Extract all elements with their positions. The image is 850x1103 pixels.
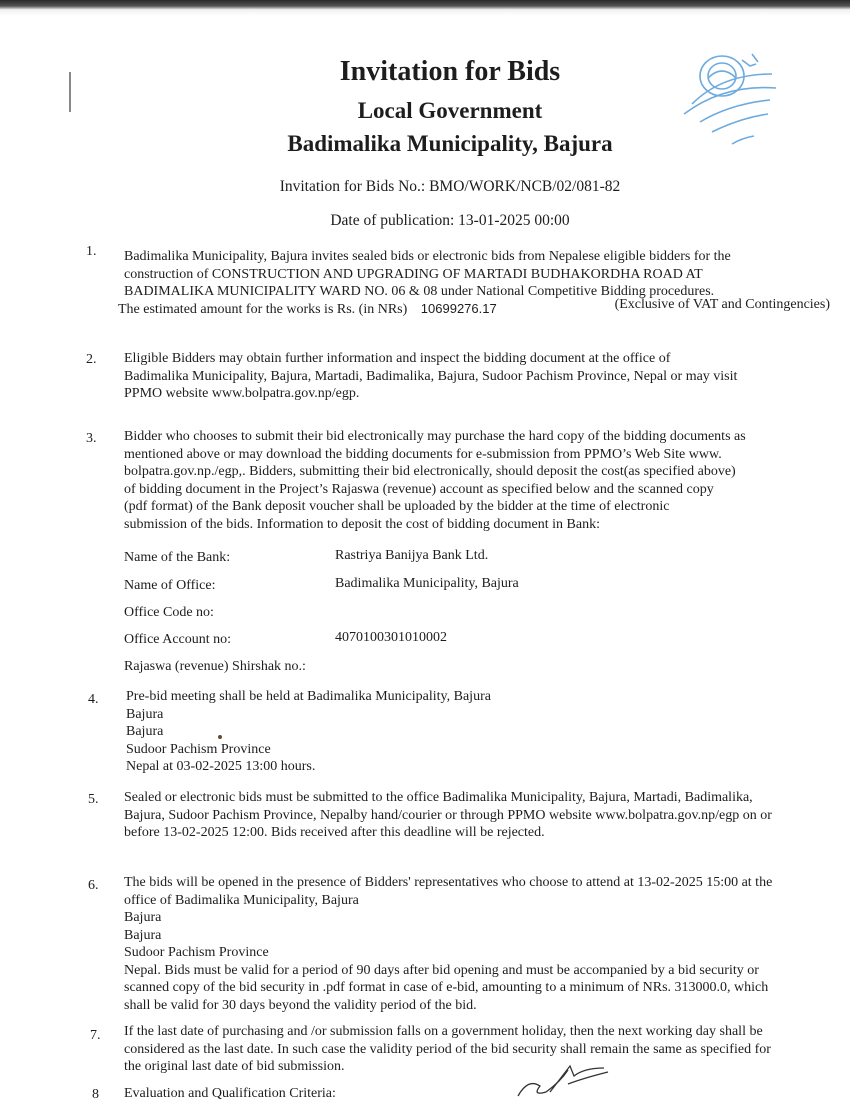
item-line: the original last date of bid submission. xyxy=(124,1059,345,1074)
account-number: 4070100301010002 xyxy=(335,630,447,645)
rajaswa-label: Rajaswa (revenue) Shirshak no.: xyxy=(124,659,306,674)
item-2-text xyxy=(124,350,737,403)
item-line: office of Badimalika Municipality, Bajura xyxy=(124,892,359,908)
estimated-amount-label: The estimated amount for the works is Rs. (in NRs) xyxy=(118,302,408,317)
estimated-amount-line xyxy=(118,297,830,319)
item-line: submission of the bids. Information to deposit the cost of bidding document in Bank: xyxy=(124,516,600,532)
office-name-label: Name of Office: xyxy=(124,578,216,593)
item-line: Sudoor Pachism Province xyxy=(124,945,269,960)
scan-speck xyxy=(217,734,223,740)
item-line: The bids will be opened in the presence of Bidders' representatives who choose to attend at 13-02-2025 15:00 at the xyxy=(124,875,773,890)
item-3-text xyxy=(124,428,746,533)
item-5-text xyxy=(124,789,772,842)
item-line: before 13-02-2025 12:00. Bids received after this deadline will be rejected. xyxy=(124,825,545,840)
ifb-number: Invitation for Bids No.: BMO/WORK/NCB/02/081-82 xyxy=(279,178,621,195)
item-line: Nepal. Bids must be valid for a period of 90 days after bid opening and must be accompanied by a bid security or xyxy=(124,962,759,978)
scan-edge xyxy=(0,0,850,10)
item-number: 5. xyxy=(88,792,99,807)
item-4-text xyxy=(126,688,491,776)
item-line: BADIMALIKA MUNICIPALITY WARD NO. 06 & 08 under National Competitive Bidding procedures. xyxy=(124,284,715,299)
page-subtitle-municipality: Badimalika Municipality, Bajura xyxy=(287,131,613,156)
item-line: Bajura xyxy=(126,706,164,722)
item-line: bolpatra.gov.np./egp,. Bidders, submitting their bid electronically, should deposit the cost(as specified above) xyxy=(124,464,736,479)
office-code-label: Office Code no: xyxy=(124,605,214,620)
item-1-text xyxy=(124,248,731,301)
office-name: Badimalika Municipality, Bajura xyxy=(335,576,519,591)
amount-note: (Exclusive of VAT and Contingencies) xyxy=(614,297,830,312)
item-number: 8 xyxy=(92,1087,99,1102)
item-line: Badimalika Municipality, Bajura invites sealed bids or electronic bids from Nepalese eligible bidders for the xyxy=(124,249,731,264)
account-label: Office Account no: xyxy=(124,632,232,647)
item-number: 4. xyxy=(88,692,99,707)
page-subtitle-government: Local Government xyxy=(357,98,543,123)
signature xyxy=(510,1062,630,1100)
item-line: Evaluation and Qualification Criteria: xyxy=(124,1086,336,1101)
bank-name: Rastriya Banijya Bank Ltd. xyxy=(335,548,489,563)
item-line: (pdf format) of the Bank deposit voucher shall be uploaded by the bidder at the time of electronic xyxy=(124,499,670,514)
item-7-text xyxy=(124,1023,771,1076)
item-line: scanned copy of the bid security in .pdf format in case of e-bid, amounting to a minimum of NRs. 313000.0, which xyxy=(124,980,769,995)
item-6-text xyxy=(124,874,772,1014)
item-line: mentioned above or may download the bidding documents for e-submission from PPMO’s Web Site www. xyxy=(124,446,722,462)
item-number: 7. xyxy=(90,1028,101,1043)
item-number: 2. xyxy=(86,352,97,367)
publication-date: Date of publication: 13-01-2025 00:00 xyxy=(330,212,570,229)
page-title: Invitation for Bids xyxy=(339,56,561,87)
item-number: 6. xyxy=(88,878,99,893)
item-line: Bajura, Sudoor Pachism Province, Nepalby hand/courier or through PPMO website www.bolpatra.gov.np/egp on or xyxy=(124,807,772,823)
item-line: shall be valid for 30 days beyond the validity period of the bid. xyxy=(124,997,477,1013)
item-line: Bajura xyxy=(124,910,162,925)
item-line: Sudoor Pachism Province xyxy=(126,741,271,757)
item-line: Bajura xyxy=(124,927,162,943)
item-line: Pre-bid meeting shall be held at Badimalika Municipality, Bajura xyxy=(126,689,491,704)
item-line: construction of CONSTRUCTION AND UPGRADING OF MARTADI BUDHAKORDHA ROAD AT xyxy=(124,266,703,282)
item-number: 3. xyxy=(86,431,97,446)
item-line: PPMO website www.bolpatra.gov.np/egp. xyxy=(124,386,360,401)
item-line: Bajura xyxy=(126,724,164,739)
item-line: Bidder who chooses to submit their bid electronically may purchase the hard copy of the bidding documents as xyxy=(124,429,746,444)
item-number: 1. xyxy=(86,244,97,259)
item-line: Eligible Bidders may obtain further information and inspect the bidding document at the office of xyxy=(124,351,671,366)
estimated-amount: 10699276.17 xyxy=(420,301,497,316)
item-line: Sealed or electronic bids must be submitted to the office Badimalika Municipality, Bajura, Martadi, Badimalika, xyxy=(124,790,753,805)
item-line: considered as the last date. In such case the validity period of the bid security shall remain the same as specified for xyxy=(124,1041,771,1057)
scan-shadow xyxy=(0,10,850,16)
item-line: of bidding document in the Project’s Rajaswa (revenue) account as specified below and the scanned copy xyxy=(124,481,714,497)
item-line: If the last date of purchasing and /or submission falls on a government holiday, then the next working day shall be xyxy=(124,1024,763,1039)
bank-name-label: Name of the Bank: xyxy=(124,550,231,565)
item-line: Nepal at 03-02-2025 13:00 hours. xyxy=(126,759,316,774)
item-line: Badimalika Municipality, Bajura, Martadi, Badimalika, Bajura, Sudoor Pachism Province, Nepal or may visit xyxy=(124,368,738,384)
